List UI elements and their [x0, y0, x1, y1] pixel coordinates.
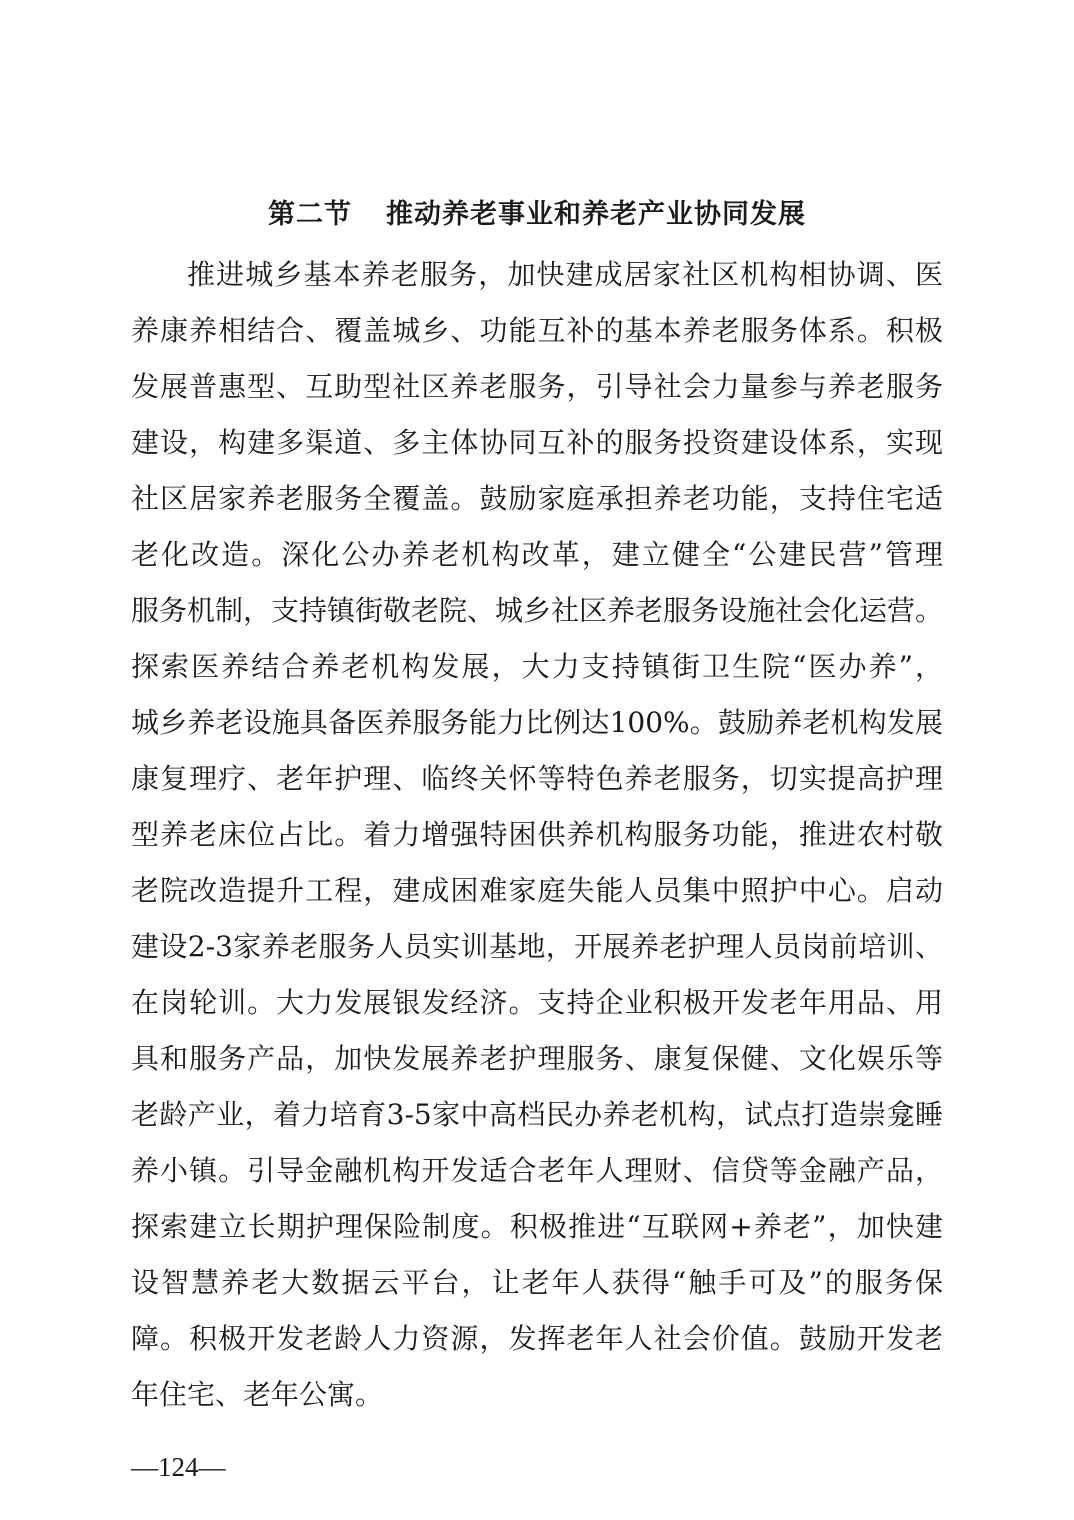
- body-line: 发展普惠型、互助型社区养老服务，引导社会力量参与养老服务: [131, 370, 943, 403]
- body-line: 老龄产业，着力培育3-5家中高档民办养老机构，试点打造崇龛睡: [131, 1098, 943, 1131]
- body-line: 养康养相结合、覆盖城乡、功能互补的基本养老服务体系。积极: [131, 314, 943, 347]
- body-line: 服务机制，支持镇街敬老院、城乡社区养老服务设施社会化运营。: [131, 594, 944, 627]
- body-line: 探索建立长期护理保险制度。积极推进“互联网+养老”，加快建: [131, 1210, 943, 1243]
- page-number: —124—: [131, 1452, 226, 1482]
- body-line: 老化改造。深化公办养老机构改革，建立健全“公建民营”管理: [131, 538, 943, 571]
- body-line: 康复理疗、老年护理、临终关怀等特色养老服务，切实提高护理: [131, 762, 943, 795]
- body-line: 城乡养老设施具备医养服务能力比例达100%。鼓励养老机构发展: [131, 706, 943, 739]
- body-line: 建设，构建多渠道、多主体协同互补的服务投资建设体系，实现: [131, 426, 943, 459]
- body-line: 具和服务产品，加快发展养老护理服务、康复保健、文化娱乐等: [131, 1042, 943, 1075]
- body-line: 探索医养结合养老机构发展，大力支持镇街卫生院“医办养”，: [131, 650, 943, 683]
- body-line: 社区居家养老服务全覆盖。鼓励家庭承担养老功能，支持住宅适: [131, 482, 943, 515]
- section-number: 第二节: [268, 199, 352, 230]
- body-line: 在岗轮训。大力发展银发经济。支持企业积极开发老年用品、用: [131, 986, 943, 1019]
- body-paragraph: [131, 247, 943, 1423]
- body-line: 建设2-3家养老服务人员实训基地，开展养老护理人员岗前培训、: [131, 930, 943, 963]
- body-line: 推进城乡基本养老服务，加快建成居家社区机构相协调、医: [187, 258, 943, 291]
- section-heading: [0, 192, 1074, 231]
- body-line: 障。积极开发老龄人力资源，发挥老年人社会价值。鼓励开发老: [131, 1322, 943, 1355]
- body-line: 设智慧养老大数据云平台，让老年人获得“触手可及”的服务保: [131, 1266, 943, 1299]
- body-line: 养小镇。引导金融机构开发适合老年人理财、信贷等金融产品，: [131, 1154, 943, 1187]
- body-line: 型养老床位占比。着力增强特困供养机构服务功能，推进农村敬: [131, 818, 943, 851]
- section-title: 推动养老事业和养老产业协同发展: [386, 199, 806, 230]
- body-line: 年住宅、老年公寓。: [131, 1378, 384, 1411]
- body-line: 老院改造提升工程，建成困难家庭失能人员集中照护中心。启动: [131, 874, 943, 907]
